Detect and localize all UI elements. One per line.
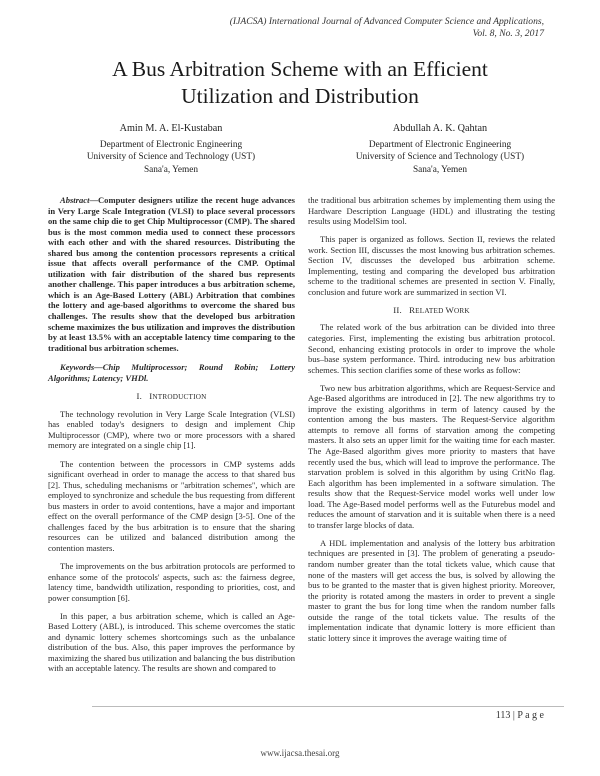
- author-block-1: [66, 123, 276, 176]
- paragraph: The improvements on the bus arbitration protocols are performed to enhance some of the protocols' aspects, such as: the fairness degree, latency time, bandwidth utilization, responding to priorities, cost, and power consumption [6].: [48, 560, 295, 603]
- paragraph: In this paper, a bus arbitration scheme, which is called an Age-Based Lottery (ABL), is introduced. This scheme overcomes the static and dynamic lottery schemes shortcomings such as the unbalance distribution of the bus. Also, this paper improves the performance by maximizing the shared bus utilization and balancing the bus distribution with an acceptable latency. The results are shown and compared to: [48, 610, 295, 674]
- paragraph: The related work of the bus arbitration can be divided into three categories. First, implementing the existing bus arbitration protocol. Second, enhancing existing protocols in order to improve the whole bus–base system performance. Third. introducing new bus arbitration schemes. This section clarifies some of these works as follow:: [308, 322, 555, 375]
- paragraph: Two new bus arbitration algorithms, which are Request-Service and Age-Based algorithms are introduced in [2]. The new algorithms try to improve the existing algorithms in term of latency caused by the contention among the bus masters. The Request-Service algorithm attempts to remove all forms of starvation among the competing masters. It also sets an upper limit for the waiting time for each master. The Age-Based algorithm gives more priority to masters that have recently used the bus, which will lead to improve the performance. The starvation problem is solved in this algorithm by using CritNo flag. Each algorithm has been implemented in a software simulation. The results show that the Request-Service model works well under low load. The Age-Based model performs well as the Futurebus model and reduces the amount of starvation and it is suitable when there is a need to transfer large blocks of data.: [308, 382, 555, 530]
- author-city: Sana'a, Yemen: [412, 164, 468, 175]
- author-university: University of Science and Technology (UST): [86, 152, 256, 163]
- paper-title: A Bus Arbitration Scheme with an Efficient Utilization and Distribution: [112, 57, 488, 108]
- author-name: Abdullah A. K. Qahtan: [392, 123, 488, 134]
- paragraph: The contention between the processors in CMP systems adds significant overhead in order to manage the access to that shared bus [2]. Thus, scheduling mechanisms or "arbitration schemes", which are employed to synchronize and schedule the bus requesting from different bus masters in order to avoid contentions, have a major and important effect on the overall performance of the CMP design [3-5]. One of the challenges faced by the bus arbitration is to ensure that the sharing resources can be utilized and balanced distribution among the contention masters.: [48, 458, 295, 553]
- paragraph: A HDL implementation and analysis of the lottery bus arbitration techniques are presented in [3]. The problem of generating a pseudo-random number greater than the total tickets value, which cause that none of the masters will get access the bus, is solved by allowing the bus to be granted to the master that is given highest priority. Moreover, the priority is rotated among the masters in order to prevent a single master to grant the bus for long time when the random number falls outside the range of the total tickets value. The results of the implementation indicate that dynamic lottery is more efficient than static lottery since it improves the average waiting time of: [308, 537, 555, 643]
- author-department: Department of Electronic Engineering: [99, 140, 243, 151]
- section-heading-related-work: II. RELATED WORK: [393, 304, 470, 315]
- journal-url: www.ijacsa.thesai.org: [260, 748, 340, 758]
- author-university: University of Science and Technology (UST): [355, 152, 525, 163]
- author-name: Amin M. A. El-Kustaban: [119, 123, 223, 134]
- author-city: Sana'a, Yemen: [143, 164, 199, 175]
- journal-volume: Vol. 8, No. 3, 2017: [472, 28, 544, 39]
- author-department: Department of Electronic Engineering: [368, 140, 512, 151]
- section-heading-introduction: I. INTRODUCTION: [136, 391, 207, 402]
- paragraph: the traditional bus arbitration schemes by implementing them using the Hardware Description Language (HDL) and illustrating the testing results using ModelSim tool.: [308, 195, 555, 227]
- left-column: [48, 195, 295, 681]
- footer-divider: [92, 706, 564, 707]
- page-number: 113 | P a g e: [495, 710, 544, 721]
- keywords: Keywords—Chip Multiprocessor; Round Robin; Lottery Algorithms; Latency; VHDl.: [48, 362, 295, 383]
- right-column: [308, 195, 555, 651]
- paragraph: The technology revolution in Very Large Scale Integration (VLSI) has enabled today's designers to design and implement Chip Multiprocessor (CMP), where two or more processors with a shared memory are integrated on a single chip [1].: [48, 408, 295, 451]
- abstract: Abstract—Computer designers utilize the recent huge advances in Very Large Scale Integration (VLSI) to place several processors on the same chip die to get Chip Multiprocessor (CMP). The shared bus is the most common media used to connect these processors with each other and with the shared resources. Distributing the shared bus among the contention processors represents a critical issue that affects overall performance of the CMP. Optimal utilization with fair distribution of the shared bus represents another challenge. This paper introduces a bus arbitration scheme, which is an Age-Based Lottery (ABL) Arbitration that combines the lottery and age-based algorithms to overcome the shared bus challenges. The results show that the developed bus arbitration scheme maximizes the bus utilization and improves the distribution by at least 13.5% with an acceptable latency time comparing to the traditional bus arbitration schemes.: [48, 195, 295, 353]
- paragraph: This paper is organized as follows. Section II, reviews the related work. Section III, discusses the most knowing bus arbitration schemes. Section IV, discusses the developed bus arbitration scheme. Implementing, testing and comparing the developed bus arbitration scheme to the traditional schemes are presented in section V. Finally, conclusion and future work are summarized in section VI.: [308, 234, 555, 297]
- journal-name: (IJACSA) International Journal of Advanced Computer Science and Applications,: [229, 16, 544, 27]
- journal-header: [184, 16, 544, 40]
- author-block-2: [335, 123, 545, 176]
